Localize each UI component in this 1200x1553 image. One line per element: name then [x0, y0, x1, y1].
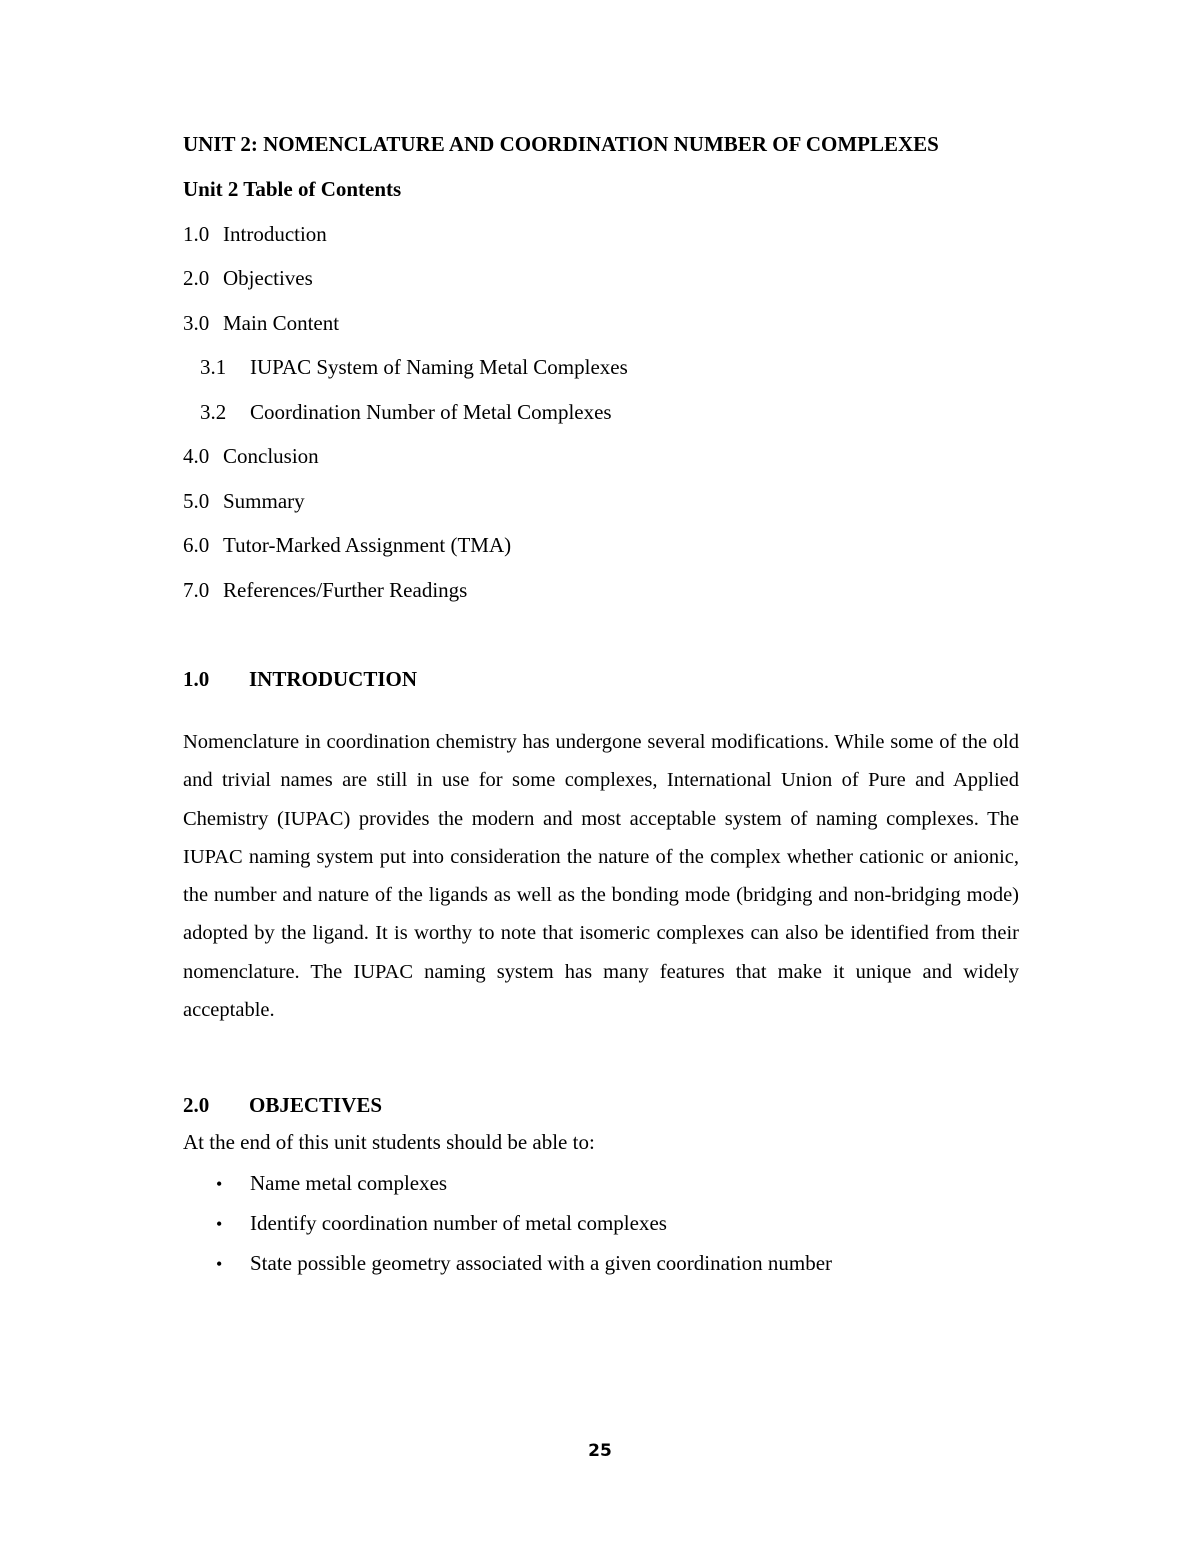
toc-item-number: 3.0: [183, 311, 210, 335]
toc-item-label: Main Content: [223, 311, 340, 335]
toc-item-number: 1.0: [183, 222, 210, 246]
objective-text: Name metal complexes: [250, 1171, 448, 1195]
toc-item-introduction: [183, 222, 327, 247]
section-number: 2.0: [183, 1093, 210, 1117]
toc-item-references: [183, 578, 467, 603]
objectives-heading: [183, 1093, 382, 1118]
bullet-icon: •: [216, 1214, 223, 1234]
toc-item-tma: [183, 533, 511, 558]
toc-item-conclusion: [183, 444, 319, 469]
bullet-icon: •: [216, 1254, 223, 1274]
toc-item-number: 4.0: [183, 444, 210, 468]
page-number: 25: [588, 1441, 612, 1461]
toc-item-number: 2.0: [183, 266, 210, 290]
toc-item-label: Conclusion: [223, 444, 319, 468]
section-title: INTRODUCTION: [249, 667, 418, 691]
toc-item-number: 3.2: [200, 400, 227, 424]
objective-list-item: [216, 1171, 447, 1196]
toc-item-label: Tutor-Marked Assignment (TMA): [223, 533, 512, 557]
toc-item-number: 7.0: [183, 578, 210, 602]
toc-item-number: 5.0: [183, 489, 210, 513]
toc-item-summary: [183, 489, 305, 514]
objective-text: Identify coordination number of metal complexes: [250, 1211, 667, 1235]
toc-item-label: IUPAC System of Naming Metal Complexes: [250, 355, 628, 379]
toc-item-label: References/Further Readings: [223, 578, 468, 602]
unit-title: UNIT 2: NOMENCLATURE AND COORDINATION NUMBER OF COMPLEXES: [183, 132, 939, 156]
objective-text: State possible geometry associated with a given coordination number: [250, 1251, 833, 1275]
toc-item-number: 3.1: [200, 355, 227, 379]
toc-item-objectives: [183, 266, 313, 291]
introduction-paragraph: Nomenclature in coordination chemistry has undergone several modifications. While some of the old and trivial names are still in use for some complexes, International Union of Pure and Applied Chemistry (IUPAC) provides the modern and most acceptable system of naming complexes. The IUPAC naming system put into consideration the nature of the complex whether cationic or anionic, the number and nature of the ligands as well as the bonding mode (bridging and non-bridging mode) adopted by the ligand. It is worthy to note that isomeric complexes can also be identified from their nomenclature. The IUPAC naming system has many features that make it unique and widely acceptable.: [183, 731, 1019, 1022]
objective-list-item: [216, 1211, 667, 1236]
toc-item-label: Summary: [223, 489, 305, 513]
toc-item-label: Objectives: [223, 266, 313, 290]
section-number: 1.0: [183, 667, 210, 691]
toc-item-coordination-number: [200, 400, 612, 425]
objectives-lead: At the end of this unit students should be able to:: [183, 1130, 595, 1154]
toc-item-iupac-system: [200, 355, 628, 380]
toc-item-label: Coordination Number of Metal Complexes: [250, 400, 612, 424]
objective-list-item: [216, 1251, 832, 1276]
introduction-heading: [183, 667, 417, 692]
toc-item-main-content: [183, 311, 339, 336]
toc-item-number: 6.0: [183, 533, 210, 557]
toc-heading: Unit 2 Table of Contents: [183, 177, 402, 201]
toc-item-label: Introduction: [223, 222, 327, 246]
section-title: OBJECTIVES: [249, 1093, 383, 1117]
bullet-icon: •: [216, 1174, 223, 1194]
